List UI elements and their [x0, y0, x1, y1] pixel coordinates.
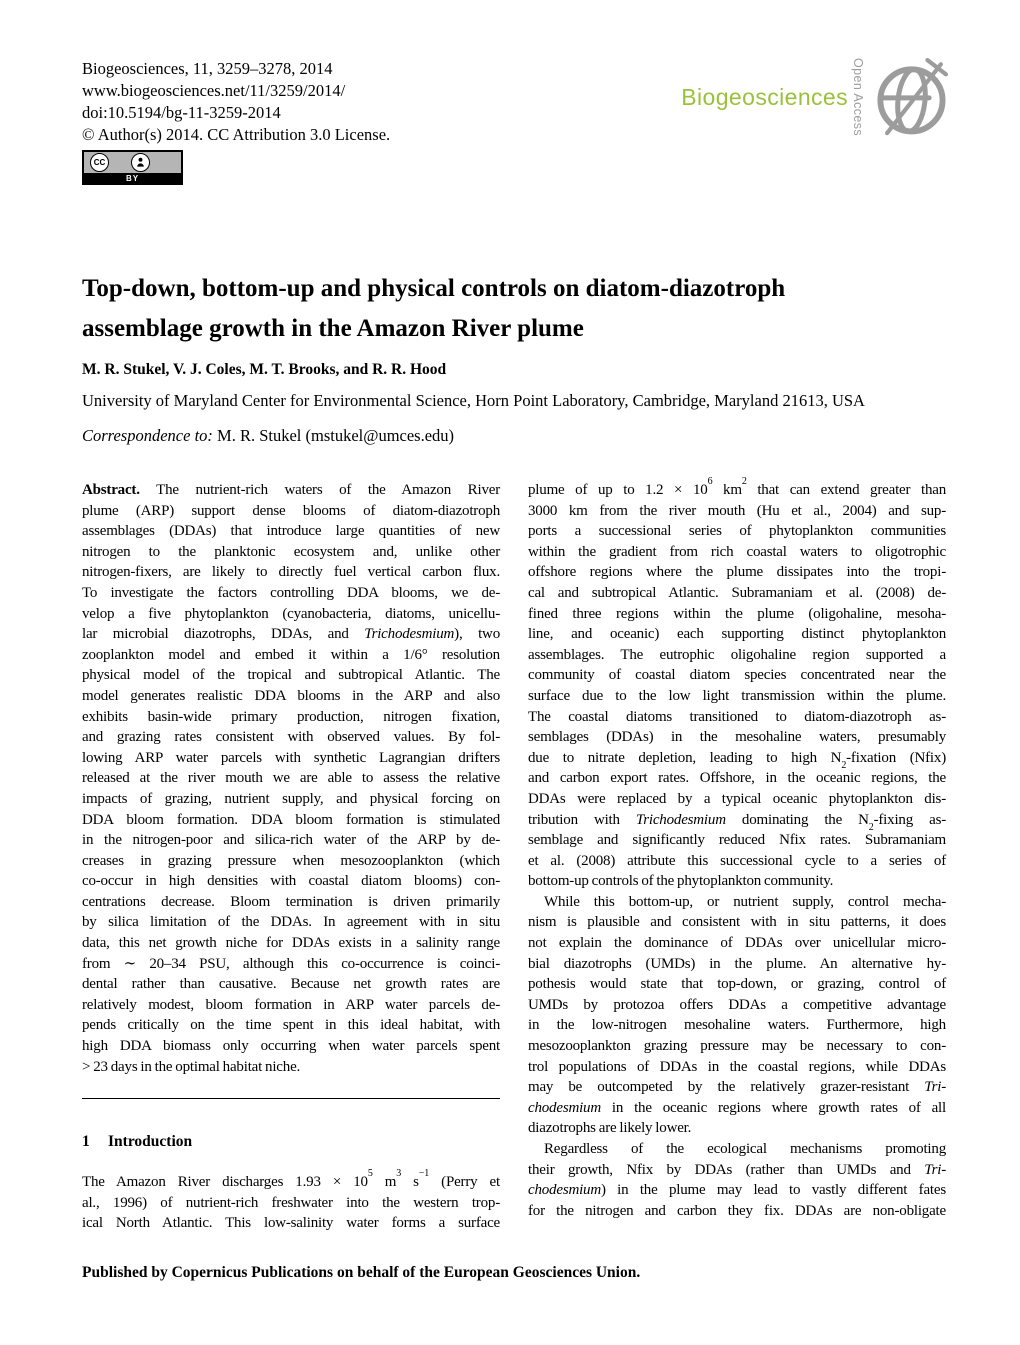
- cc-icon: CC: [90, 153, 109, 172]
- citation-doi: doi:10.5194/bg-11-3259-2014: [82, 103, 281, 122]
- by-person-icon: [131, 153, 150, 172]
- text-line: The Amazon River discharges $1.93 \times 10^5$ $m^3$ $s^{-1}$ (Perry et: [82, 1167, 500, 1191]
- title-line: Top-down, bottom-up and physical controls on diatom-diazotroph: [82, 275, 786, 302]
- text-line: cal and subtropical Atlantic. Subramaniam et al. (2008) de-: [528, 584, 946, 601]
- text-line: in the nitrogen-poor and silica-rich water of the ARP by de-: [82, 832, 500, 849]
- text-line: tribution with Trichodesmium dominating the $N_2$-fixing as-: [528, 811, 946, 833]
- introduction-text: [82, 1167, 500, 1234]
- text-line: lar microbial diazotrophs, DDAs, and Trichodesmium), two: [82, 626, 500, 643]
- text-line: model generates realistic DDA blooms in the ARP and also: [82, 687, 500, 704]
- text-line: assemblages. The eutrophic oligohaline region supported a: [528, 646, 946, 663]
- text-line: within the gradient from rich coastal waters to oligotrophic: [528, 543, 946, 560]
- text-line: exhibits basin-wide primary production, nitrogen fixation,: [82, 708, 500, 725]
- text-line: ical North Atlantic. This low-salinity water forms a surface: [82, 1215, 500, 1232]
- text-line: Abstract. The nutrient-rich waters of the Amazon River: [82, 482, 500, 498]
- page-title: [82, 269, 982, 349]
- text-line: DDAs were replaced by a typical oceanic phytoplankton dis-: [528, 790, 946, 807]
- text-line: their growth, Nfix by DDAs (rather than UMDs and Tri-: [528, 1161, 946, 1178]
- section-heading-introduction: [82, 1131, 500, 1152]
- text-line: impacts of grazing, nutrient supply, and physical forcing on: [82, 790, 500, 807]
- text-line: line, and oceanic) each supporting distinct phytoplankton: [528, 626, 946, 643]
- citation-line: Biogeosciences, 11, 3259–3278, 2014: [82, 59, 333, 78]
- text-line: et al. (2008) attribute this successional cycle to a series of: [528, 852, 946, 869]
- text-line: ports a successional series of phytoplankton communities: [528, 523, 946, 540]
- by-label: BY: [125, 174, 140, 183]
- text-line: bottom-up controls of the phytoplankton community.: [528, 873, 834, 890]
- text-line: relatively modest, bloom formation in ARP water parcels de-: [82, 996, 500, 1013]
- authors-line: M. R. Stukel, V. J. Coles, M. T. Brooks, and R. R. Hood: [82, 361, 447, 378]
- left-column: [82, 480, 500, 1234]
- text-line: nism is plausible and consistent with in situ patterns, it does: [528, 914, 946, 931]
- text-line: zooplankton model and embed it within a 1/6° resolution: [82, 646, 500, 663]
- right-column: [528, 475, 946, 1234]
- text-line: To investigate the factors controlling DDA blooms, we de-: [82, 584, 500, 601]
- text-line: 3000 km from the river mouth (Hu et al., 2004) and sup-: [528, 502, 946, 519]
- journal-citation: [82, 58, 390, 146]
- biogeosciences-wordmark: Biogeosciences: [681, 84, 848, 110]
- section-divider: [82, 1098, 500, 1099]
- text-line: UMDs by protozoa offers DDAs a competitive advantage: [528, 996, 946, 1013]
- text-line: may be outcompeted by the relatively grazer-resistant Tri-: [528, 1079, 946, 1096]
- text-line: diazotrophs are likely lower.: [528, 1120, 692, 1137]
- text-line: lowing ARP water parcels with synthetic Lagrangian drifters: [82, 749, 500, 766]
- text-line: nitrogen to the planktonic ecosystem and, unlike other: [82, 543, 500, 560]
- text-line: DDA bloom formation. DDA bloom formation is stimulated: [82, 811, 500, 828]
- text-line: not explain the dominance of DDAs over unicellular micro-: [528, 935, 946, 952]
- text-line: surface due to the low light transmission within the plume.: [528, 687, 946, 704]
- open-access-label: Open Access: [851, 58, 865, 137]
- text-line: co-occur in high densities with coastal diatom blooms) con-: [82, 873, 500, 890]
- text-line: physical model of the tropical and subtropical Atlantic. The: [82, 667, 500, 684]
- cc-license-badge: [82, 150, 183, 185]
- text-line: chodesmium) in the plume may lead to vastly different fates: [528, 1182, 946, 1199]
- text-line: semblages (DDAs) in the mesohaline waters, presumably: [528, 729, 946, 746]
- citation-license: © Author(s) 2014. CC Attribution 3.0 License.: [82, 125, 391, 144]
- text-line: plume (ARP) support dense blooms of diatom-diazotroph: [82, 502, 500, 519]
- text-line: dental rather than causative. Because net growth rates are: [82, 976, 500, 993]
- citation-url: www.biogeosciences.net/11/3259/2014/: [82, 81, 346, 100]
- section-number: 1: [82, 1133, 90, 1151]
- text-line: high DDA biomass only occurring when water parcels spent: [82, 1038, 500, 1055]
- text-line: nitrogen-fixers, are likely to directly fuel vertical carbon flux.: [82, 564, 500, 581]
- text-line: al., 1996) of nutrient-rich freshwater into the western trop-: [82, 1194, 500, 1211]
- text-line: creases in grazing pressure when mesozooplankton (which: [82, 852, 500, 869]
- text-line: and carbon export rates. Offshore, in the oceanic regions, the: [528, 770, 946, 787]
- text-line: plume of up to $1.2 \times 10^6$ $km^2$ that can extend greater than: [528, 475, 946, 498]
- text-line: chodesmium in the oceanic regions where growth rates of all: [528, 1099, 946, 1116]
- text-line: fined three regions within the plume (oligohaline, mesoha-: [528, 605, 946, 622]
- correspondence-label: Correspondence to:: [82, 426, 213, 445]
- section-title: Introduction: [108, 1133, 193, 1151]
- right-column-text: [528, 475, 946, 1221]
- text-line: > 23 days in the optimal habitat niche.: [82, 1058, 301, 1075]
- text-line: semblage and significantly reduced Nfix rates. Subramaniam: [528, 832, 946, 849]
- text-line: from ∼ 20–34 PSU, although this co-occurrence is coinci-: [82, 955, 500, 972]
- egu-globe-icon: [872, 54, 956, 145]
- text-line: mesozooplankton grazing pressure may be necessary to con-: [528, 1038, 946, 1055]
- text-line: velop a five phytoplankton (cyanobacteria, diatoms, unicellu-: [82, 605, 500, 622]
- text-line: pends critically on the time spent in this ideal habitat, with: [82, 1017, 500, 1034]
- text-line: and grazing rates consistent with observed values. By fol-: [82, 729, 500, 746]
- affiliation-line: University of Maryland Center for Environmental Science, Horn Point Laboratory, Cambridge, Maryland 21613, USA: [82, 391, 865, 410]
- text-line: in the low-nitrogen mesohaline waters. Furthermore, high: [528, 1017, 946, 1034]
- text-line: centrations decrease. Bloom termination is driven primarily: [82, 893, 500, 910]
- text-line: assemblages (DDAs) that introduce large quantities of new: [82, 523, 500, 540]
- text-line: trol populations of DDAs in the coastal regions, while DDAs: [528, 1058, 946, 1075]
- text-line: bial diazotrophs (UMDs) in the plume. An alternative hy-: [528, 955, 946, 972]
- text-line: The coastal diatoms transitioned to diatom-diazotroph as-: [528, 708, 946, 725]
- text-line: for the nitrogen and carbon they fix. DDAs are non-obligate: [528, 1202, 946, 1219]
- text-line: community of coastal diatom species concentrated near the: [528, 667, 946, 684]
- page-footer: Published by Copernicus Publications on behalf of the European Geosciences Union.: [82, 1264, 641, 1281]
- text-line: While this bottom-up, or nutrient supply, control mecha-: [544, 893, 946, 910]
- abstract-text: [82, 480, 500, 1077]
- text-line: offshore regions where the plume dissipates into the tropi-: [528, 564, 946, 581]
- text-line: Regardless of the ecological mechanisms promoting: [544, 1141, 946, 1157]
- body-columns: [82, 475, 946, 1234]
- correspondence-line: [82, 426, 454, 446]
- text-line: due to nitrate depletion, leading to high $N_2$-fixation (Nfix): [528, 749, 946, 772]
- correspondence-value: M. R. Stukel (mstukel@umces.edu): [212, 426, 455, 445]
- text-line: by silica limitation of the DDAs. In agreement with in situ: [82, 914, 500, 931]
- text-line: pothesis would state that top-down, or grazing, control of: [528, 976, 946, 993]
- title-line: assemblage growth in the Amazon River plume: [82, 315, 584, 342]
- text-line: data, this net growth niche for DDAs exists in a salinity range: [82, 935, 500, 952]
- text-line: released at the river mouth we are able to assess the relative: [82, 770, 500, 787]
